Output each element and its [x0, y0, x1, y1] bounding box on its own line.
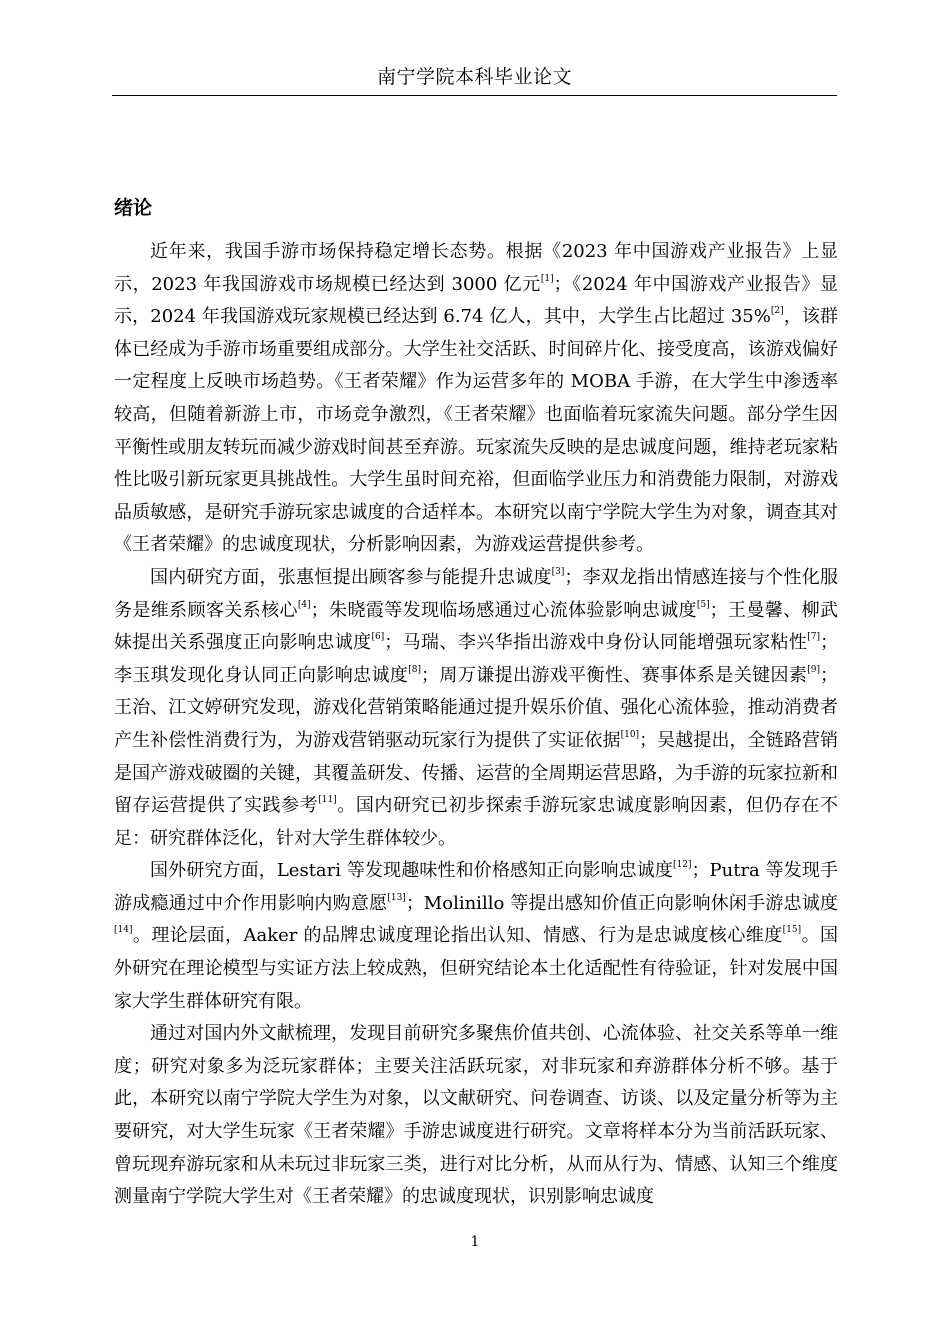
text-run: ；王治、江文婷研究发现，游戏化营销策略能通过提升娱乐价值、强化心流体验，推动消费者产生补偿性消费行为，为游戏营销驱动玩家行为提供了实证依据	[114, 664, 839, 751]
section-heading: 绪论	[114, 197, 153, 219]
citation-ref: [8]	[408, 664, 422, 675]
paragraph-3	[114, 855, 838, 1018]
text-run: ；李双龙指出情感连接与个性化服务是维系顾客关系核心	[114, 566, 839, 621]
running-header: 南宁学院本科毕业论文	[376, 66, 572, 88]
citation-ref: [10]	[620, 729, 640, 740]
text-run: ；王曼馨、柳武妹提出关系强度正向影响忠诚度	[114, 599, 839, 654]
citation-ref: [13]	[387, 892, 406, 903]
citation-ref: [11]	[318, 795, 337, 806]
text-run: ；《2024 年中国游戏产业报告》显示，2024 年我国游戏玩家规模已经达到 6.74 亿人，其中，大学生占比超过 35%	[114, 273, 839, 328]
citation-ref: [6]	[371, 632, 385, 643]
text-run: 。理论层面，Aaker 的品牌忠诚度理论指出认知、情感、行为是忠诚度核心维度	[132, 925, 783, 947]
paragraph-1	[114, 236, 838, 562]
citation-ref: [4]	[297, 599, 311, 610]
paragraph-2	[114, 562, 838, 855]
page-number: 1	[470, 1234, 480, 1250]
text-run: 近年来，我国手游市场保持稳定增长态势。根据《2023 年中国游戏产业报告》上显示，2023 年我国游戏市场规模已经达到 3000 亿元	[114, 241, 838, 295]
citation-ref: [1]	[540, 273, 554, 284]
citation-ref: [9]	[807, 664, 821, 675]
text-run: ；Putra 等发现手游成瘾通过中介作用影响内购意愿	[114, 860, 838, 914]
text-run: 。国内研究已初步探索手游玩家忠诚度影响因素，但仍存在不足：研究群体泛化，针对大学生群体较少。	[114, 795, 839, 849]
citation-ref: [12]	[673, 860, 692, 871]
citation-ref: [15]	[782, 925, 802, 936]
text-run: 国外研究方面，Lestari 等发现趣味性和价格感知正向影响忠诚度	[150, 860, 674, 882]
citation-ref: [3]	[551, 566, 565, 577]
text-run: ；周万谦提出游戏平衡性、赛事体系是关键因素	[421, 664, 808, 686]
body-text	[114, 236, 838, 1214]
citation-ref: [7]	[807, 632, 821, 643]
text-run: 。国外研究在理论模型与实证方法上较成熟，但研究结论本土化适配性有待验证，针对发展中国家大学生群体研究有限。	[114, 925, 838, 1012]
text-run: 国内研究方面，张惠恒提出顾客参与能提升忠诚度	[150, 566, 552, 588]
citation-ref: [5]	[696, 599, 710, 610]
text-run: ；马瑞、李兴华指出游戏中身份认同能增强玩家粘性	[384, 632, 808, 654]
text-run: ；吴越提出，全链路营销是国产游戏破圈的关键，其覆盖研发、传播、运营的全周期运营思路，为手游的玩家拉新和留存运营提供了实践参考	[114, 729, 839, 817]
text-run: 通过对国内外文献梳理，发现目前研究多聚焦价值共创、心流体验、社交关系等单一维度；研究对象多为泛玩家群体；主要关注活跃玩家，对非玩家和弃游群体分析不够。基于此，本研究以南宁学院大学生为对象，以文献研究、问卷调查、访谈、以及定量分析等为主要研究，对大学生玩家《王者荣耀》手游忠诚度进行研究。文章将样本分为当前活跃玩家、曾玩现弃游玩家和从未玩过非玩家三类，进行对比分析，从而从行为、情感、认知三个维度测量南宁学院大学生对《王者荣耀》的忠诚度现状，识别影响忠诚度	[114, 1023, 838, 1208]
text-run: ；李玉琪发现化身认同正向影响忠诚度	[114, 632, 839, 686]
text-run: ，该群体已经成为手游市场重要组成部分。大学生社交活跃、时间碎片化、接受度高，该游戏偏好一定程度上反映市场趋势。《王者荣耀》作为运营多年的 MOBA 手游，在大学生中渗透率较高，但随着新游上市，市场竞争激烈，《王者荣耀》也面临着玩家流失问题。部分学生因平衡性或朋友转玩而减少游戏时间甚至弃游。玩家流失反映的是忠诚度问题，维持老玩家粘性比吸引新玩家更具挑战性。大学生虽时间充裕，但面临学业压力和消费能力限制，对游戏品质敏感，是研究手游玩家忠诚度的合适样本。本研究以南宁学院大学生为对象，调查其对《王者荣耀》的忠诚度现状，分析影响因素，为游戏运营提供参考。	[114, 306, 839, 556]
citation-ref: [14]	[114, 925, 133, 936]
paragraph-4	[114, 1018, 838, 1214]
citation-ref: [2]	[770, 306, 784, 317]
text-run: ；朱晓霞等发现临场感通过心流体验影响忠诚度	[310, 599, 697, 621]
text-run: ；Molinillo 等提出感知价值正向影响休闲手游忠诚度	[405, 892, 839, 914]
header-divider	[112, 95, 837, 96]
